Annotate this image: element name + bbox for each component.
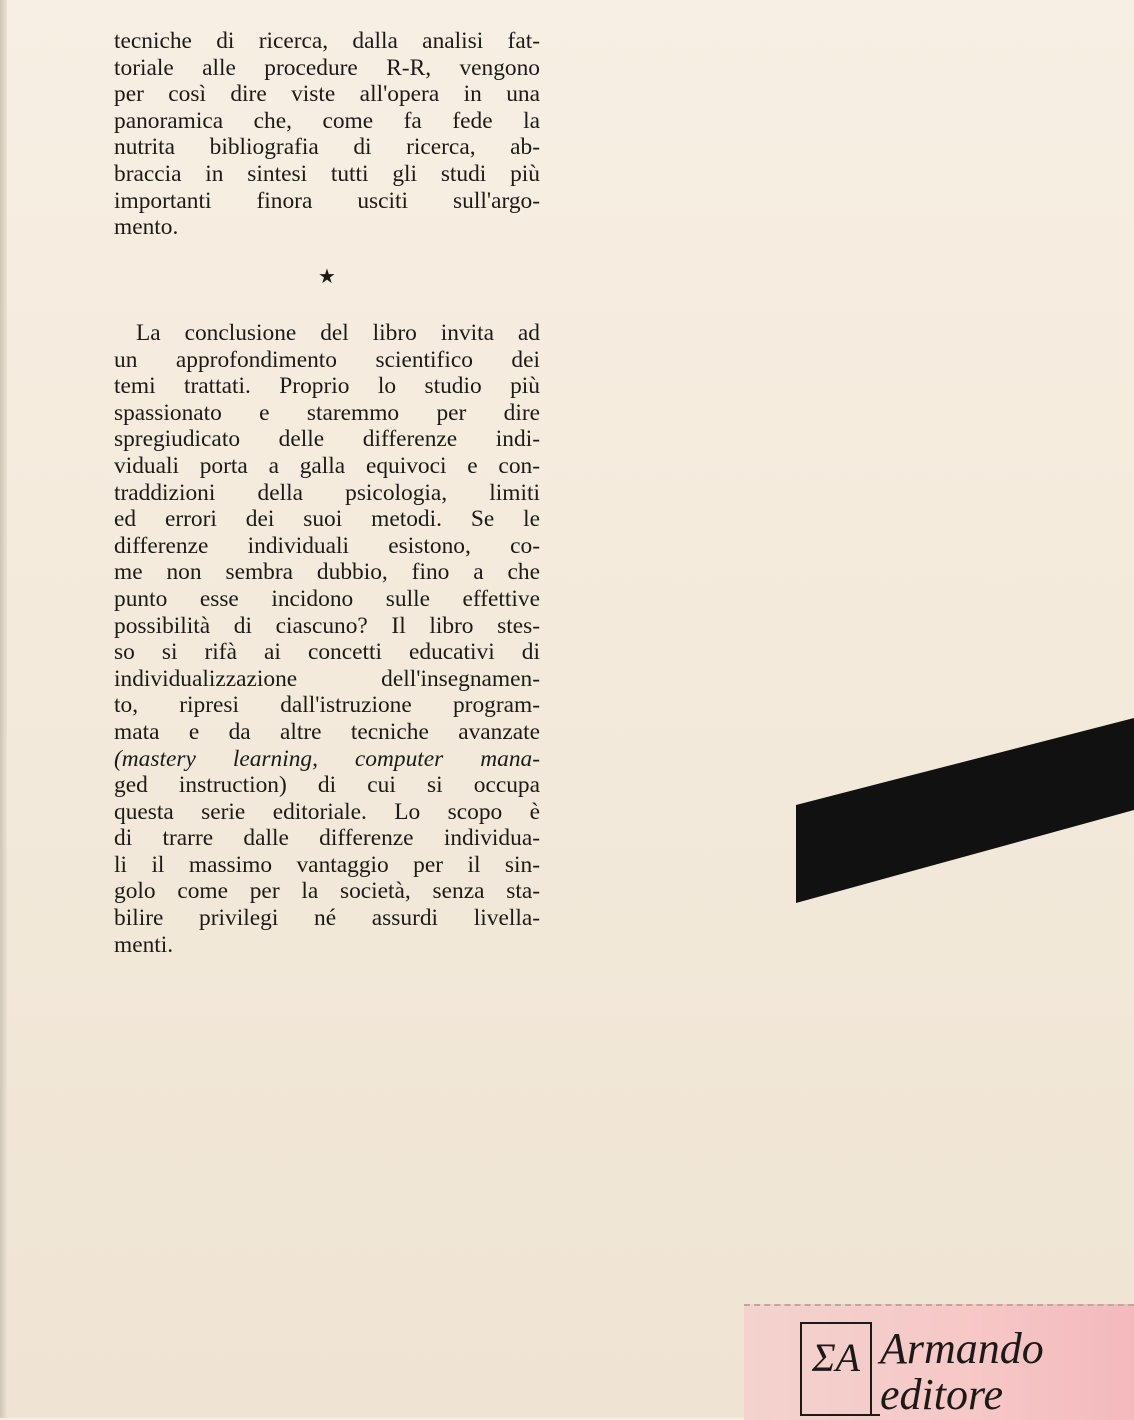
text-line: panoramica che, come fa fede la <box>114 107 540 134</box>
publisher-label <box>744 1304 1134 1420</box>
text-line: li il massimo vantaggio per il sin- <box>114 851 540 878</box>
text-line: so si rifà ai concetti educativi di <box>114 639 540 666</box>
text-line: temi trattati. Proprio lo studio più <box>114 373 540 400</box>
text-line: di trarre dalle differenze individua- <box>114 825 540 852</box>
text-line: La conclusione del libro invita ad <box>136 320 540 346</box>
text-line: mata e da altre tecniche avanzate <box>114 718 540 745</box>
text-line: tecniche di ricerca, dalla analisi fat- <box>114 28 540 54</box>
logo-underline <box>800 1414 880 1416</box>
text-line: per così dire viste all'opera in una <box>114 81 540 108</box>
text-line: menti. <box>114 931 174 958</box>
text-line: individualizzazione dell'insegnamen- <box>114 665 540 692</box>
publisher-name: Armando <box>880 1324 1044 1373</box>
text-line: nutrita bibliografia di ricerca, ab- <box>114 134 540 161</box>
text-line: spassionato e staremmo per dire <box>114 399 540 426</box>
black-stripe <box>796 718 1134 903</box>
text-line: mento. <box>114 214 179 241</box>
text-line: differenze individuali esistono, co- <box>114 532 540 559</box>
text-line: to, ripresi dall'istruzione program- <box>114 692 540 719</box>
publisher-subtitle: editore <box>880 1370 1003 1419</box>
publisher-logo: ΣA <box>800 1322 872 1416</box>
text-line: traddizioni della psicologia, limiti <box>114 479 540 506</box>
page-left-edge <box>0 0 7 1418</box>
text-line: viduali porta a galla equivoci e con- <box>114 452 540 479</box>
text-line: toriale alle procedure R-R, vengono <box>114 54 540 81</box>
text-paragraph-1 <box>114 28 540 241</box>
text-line: spregiudicato delle differenze indi- <box>114 426 540 453</box>
text-line: un approfondimento scientifico dei <box>114 346 540 373</box>
text-line: bilire privilegi né assurdi livella- <box>114 905 540 932</box>
text-line: braccia in sintesi tutti gli studi più <box>114 160 540 187</box>
text-line: ged instruction) di cui si occupa <box>114 772 540 799</box>
text-line: golo come per la società, senza sta- <box>114 878 540 905</box>
text-line: importanti finora usciti sull'argo- <box>114 187 540 214</box>
text-line: questa serie editoriale. Lo scopo è <box>114 798 540 825</box>
star-separator: ★ <box>318 264 336 288</box>
text-line: punto esse incidono sulle effettive <box>114 585 540 612</box>
text-line: me non sembra dubbio, fino a che <box>114 559 540 586</box>
text-paragraph-2 <box>114 320 540 958</box>
text-line: possibilità di ciascuno? Il libro stes- <box>114 612 540 639</box>
text-line: ed errori dei suoi metodi. Se le <box>114 506 540 533</box>
text-line-italic: (mastery learning, computer mana- <box>114 745 540 772</box>
